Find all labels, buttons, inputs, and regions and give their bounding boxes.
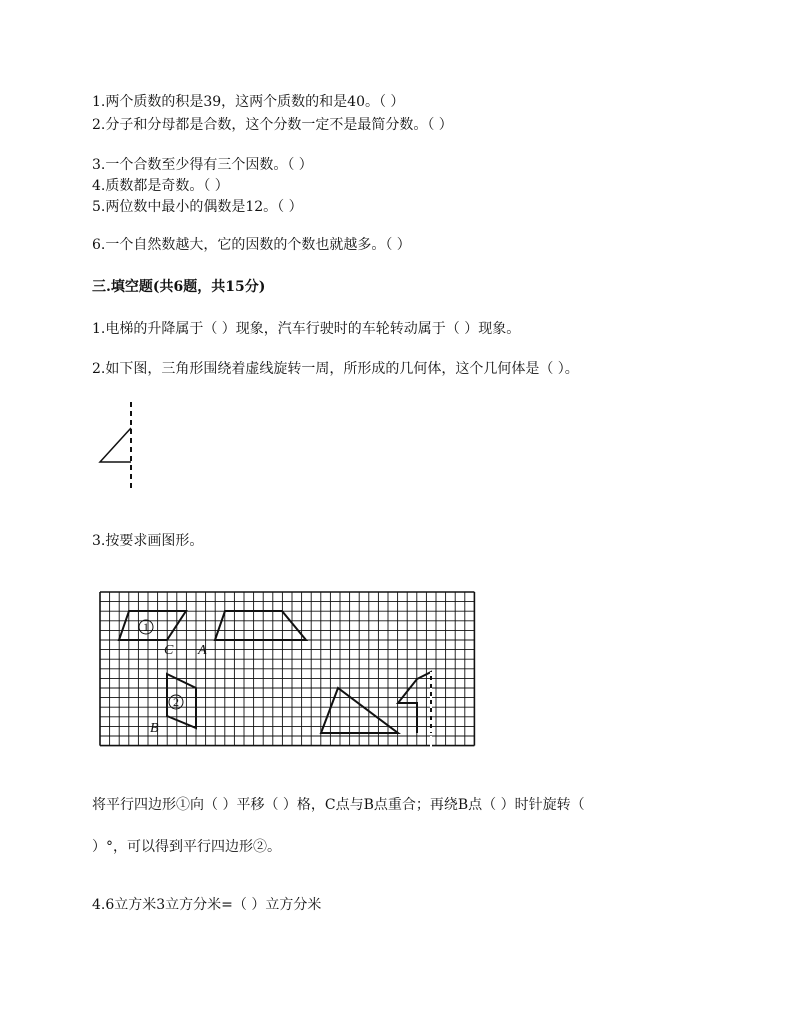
point-label-c: C: [164, 643, 174, 658]
fill-question-3: 3.按要求画图形。: [92, 533, 204, 549]
grid-figure: [100, 592, 480, 752]
fill-question-1: 1.电梯的升降属于（ ）现象，汽车行驶时的车轮转动属于（ ）现象。: [92, 321, 521, 337]
judgment-item-1: 1.两个质数的积是39，这两个质数的和是40。（ ）: [92, 94, 405, 110]
point-label-a: A: [198, 643, 207, 658]
judgment-item-5: 5.两位数中最小的偶数是12。（ ）: [92, 199, 303, 215]
circle-number-2: 2: [173, 695, 179, 709]
fill-question-2: 2.如下图，三角形围绕着虚线旋转一周，所形成的几何体，这个几何体是（ ）。: [92, 361, 579, 377]
judgment-item-2: 2.分子和分母都是合数，这个分数一定不是最简分数。（ ）: [92, 117, 453, 133]
parallelogram-2: [167, 674, 196, 728]
judgment-item-4: 4.质数都是奇数。（ ）: [92, 178, 229, 194]
point-label-b: B: [150, 721, 159, 736]
section-heading-fill: 三.填空题(共6题，共15分): [92, 279, 266, 295]
circle-number-1: 1: [143, 620, 149, 634]
triangle-shape: [100, 428, 131, 462]
fill-question-3-text-line1: 将平行四边形①向（ ）平移（ ）格，C点与B点重合；再绕B点（ ）时针旋转（: [92, 797, 585, 813]
fill-question-4: 4.6立方米3立方分米=（ ）立方分米: [92, 897, 322, 913]
judgment-item-6: 6.一个自然数越大，它的因数的个数也就越多。（ ）: [92, 237, 411, 253]
judgment-item-3: 3.一个合数至少得有三个因数。（ ）: [92, 157, 313, 173]
fill-question-3-text-line2: ）°，可以得到平行四边形②。: [92, 839, 281, 855]
triangle-rotation-figure: [95, 400, 140, 495]
